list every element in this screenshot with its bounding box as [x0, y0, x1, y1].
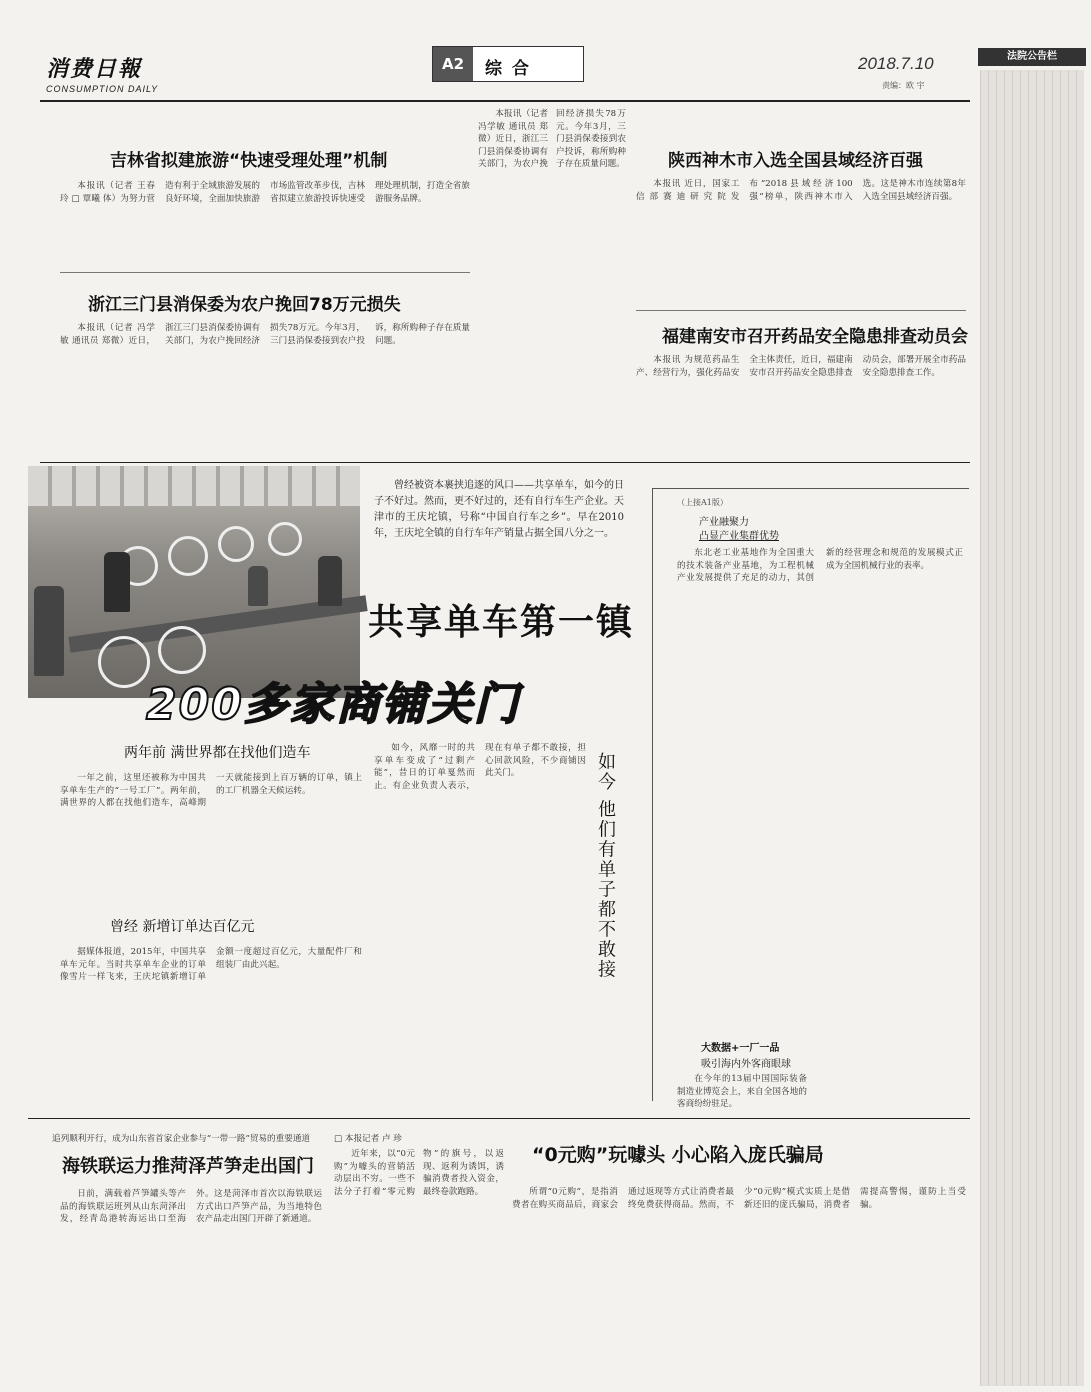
side-story-frame	[652, 488, 969, 1110]
side-story-subtitle-1: 产业融聚力	[699, 517, 749, 528]
masthead	[40, 40, 970, 100]
bottom-2-body	[334, 1148, 504, 1384]
court-notice-column	[978, 48, 1086, 1388]
side-story-subtitle-2: 凸显产业集群优势	[699, 531, 779, 542]
article-2-text: 本报讯（记者 冯学敏 通讯员 郑微）近日，浙江三门县消保委协调有关部门，为农户挽回经济损失78万元。今年3月，三门县消保委接到农户投诉，称所购种子存在质量问题。	[60, 323, 470, 346]
logo-subtitle: CONSUMPTION DAILY	[46, 84, 159, 94]
divider	[40, 462, 970, 463]
bike-wheel	[268, 522, 302, 556]
article-4-title: 福建南安市召开药品安全隐患排查动员会	[662, 327, 968, 347]
divider	[60, 272, 470, 273]
page-number-box	[432, 46, 584, 82]
bottom-1-title: 海铁联运力推菏泽芦笋走出国门	[62, 1156, 314, 1177]
article-4-body	[636, 354, 966, 460]
feature-body-1-text: 一年之前，这里还被称为中国共享单车生产的“一号工厂”。两年前，满世界的人都在找他们造车，高峰期一天就能接到上百万辆的订单，镇上的工厂机器全天候运转。	[60, 773, 362, 809]
article-4-text: 本报讯 为规范药品生产、经营行为，强化药品安全主体责任，近日，福建南安市召开药品安全隐患排查动员会，部署开展全市药品安全隐患排查工作。	[636, 355, 966, 378]
logo: 消费日報	[46, 57, 143, 82]
article-3-text: 本报讯 近日，国家工信部赛迪研究院发布“2018县域经济100强”榜单，陕西神木市入选。这是神木市连续第8年入选全国县域经济百强。	[636, 179, 966, 202]
article-2-continued-text: 本报讯（记者 冯学敏 通讯员 郑微）近日，浙江三门县消保委协调有关部门，为农户挽回经济损失78万元。今年3月，三门县消保委接到农户投诉，称所购种子存在质量问题。	[478, 109, 626, 170]
article-1-title: 吉林省拟建旅游“快速受理处理”机制	[110, 151, 388, 171]
worker	[248, 566, 268, 606]
photo-ceiling	[28, 466, 360, 506]
feature-headline: 共享单车第一镇	[368, 602, 635, 643]
side-story-subtitle-4: 吸引海内外客商眼球	[701, 1059, 791, 1070]
feature-subtitle-2: 曾经 新增订单达百亿元	[110, 919, 255, 935]
bottom-3-body	[512, 1186, 966, 1384]
bike-wheel	[218, 526, 254, 562]
article-2-body	[60, 322, 470, 442]
article-2-continued	[478, 108, 626, 432]
bottom-1-text: 日前，满载着芦笋罐头等产品的海铁联运班列从山东菏泽出发，经青岛港转海运出口至海外。这是菏泽市首次以海铁联运方式出口芦笋产品，为当地特色农产品走出国门开辟了新通道。	[60, 1189, 322, 1225]
feature-subhead: 200多家商铺关门	[146, 679, 520, 730]
feature-vertical-quote: 如今 他们有单子都不敢接	[595, 752, 616, 980]
factory-photo	[28, 466, 360, 698]
side-story-text-2: 在今年的13届中国国际装备制造业博览会上，来自全国各地的客商纷纷驻足。	[677, 1074, 807, 1110]
section-name: 综 合	[485, 59, 531, 79]
article-1-body	[60, 180, 470, 264]
feature-intro-text: 曾经被资本裹挟追逐的风口——共享单车，如今的日子不好过。然而，更不好过的，还有自行车生产企业。天津市的王庆坨镇，号称“中国自行车之乡”。早在2010年，王庆坨全镇的自行车年产销量占据全国八分之一。	[374, 480, 624, 539]
bike-wheel	[168, 536, 208, 576]
sidebar-title: 法院公告栏	[978, 48, 1086, 66]
worker	[34, 586, 64, 676]
article-1-text: 本报讯（记者 王春玲 □ 覃曦 体）为努力营造有利于全域旅游发展的良好环境，全面加快旅游市场监管改革步伐，吉林省拟建立旅游投诉快速受理处理机制，打造全省旅游服务品牌。	[60, 181, 470, 204]
side-story-body-2	[677, 1073, 807, 1110]
bike-wheel	[98, 636, 150, 688]
feature-body-2-text: 据媒体报道，2015年，中国共享单车元年。当时共享单车企业的订单像雪片一样飞来，王庆坨镇新增订单金额一度超过百亿元，大量配件厂和组装厂由此兴起。	[60, 947, 362, 983]
article-3-body	[636, 178, 966, 304]
bike-wheel	[158, 626, 206, 674]
issue-date: 2018.7.10	[858, 54, 934, 73]
bottom-1-body	[60, 1188, 322, 1384]
notice-fine-print	[980, 70, 1084, 1386]
bottom-2-byline: □ 本报记者 卢 珍	[334, 1134, 402, 1144]
masthead-rule	[40, 100, 970, 102]
worker	[318, 556, 342, 606]
divider	[28, 1118, 970, 1119]
worker	[104, 552, 130, 612]
feature-body-2	[60, 946, 362, 1096]
editor-credit: 责编：欧 宇	[882, 81, 925, 90]
side-story-text: 东北老工业基地作为全国重大的技术装备产业基地，为工程机械产业发展提供了充足的动力，其创新的经营理念和规范的发展模式正成为全国机械行业的表率。	[677, 548, 963, 584]
feature-body-1	[60, 772, 362, 884]
page-number: A2	[433, 47, 473, 81]
feature-subtitle-1: 两年前 满世界都在找他们造车	[124, 745, 311, 761]
bottom-1-kicker: 追列顺利开行，成为山东省首家企业参与“一带一路”贸易的重要通道	[52, 1134, 311, 1144]
bottom-3-title: “0元购”玩噱头 小心陷入庞氏骗局	[532, 1144, 824, 1166]
divider	[636, 310, 966, 311]
bottom-2-text: 近年来，以“0元购”为噱头的营销活动层出不穷。一些不法分子打着“零元购物”的旗号，以返现、返利为诱饵，诱骗消费者投入资金，最终卷款跑路。	[334, 1149, 504, 1197]
article-2-title: 浙江三门县消保委为农户挽回78万元损失	[88, 295, 401, 315]
bottom-3-text: 所谓“0元购”，是指消费者在购买商品后，商家会通过返现等方式让消费者最终免费获得商品。然而，不少“0元购”模式实质上是借新还旧的庞氏骗局，消费者需提高警惕，谨防上当受骗。	[512, 1187, 966, 1210]
feature-intro	[374, 478, 624, 578]
article-3-title: 陕西神木市入选全国县域经济百强	[668, 151, 923, 171]
side-story-label: （上接A1版）	[677, 498, 728, 507]
side-story-subtitle-3: 大数据+一厂一品	[701, 1043, 780, 1054]
feature-body-3-text: 如今，风靡一时的共享单车变成了“过剩产能”，昔日的订单戛然而止。有企业负责人表示，现在有单子都不敢接，担心回款风险，不少商铺因此关门。	[374, 743, 586, 791]
side-story-body	[677, 547, 963, 1035]
feature-body-3	[374, 742, 586, 1098]
